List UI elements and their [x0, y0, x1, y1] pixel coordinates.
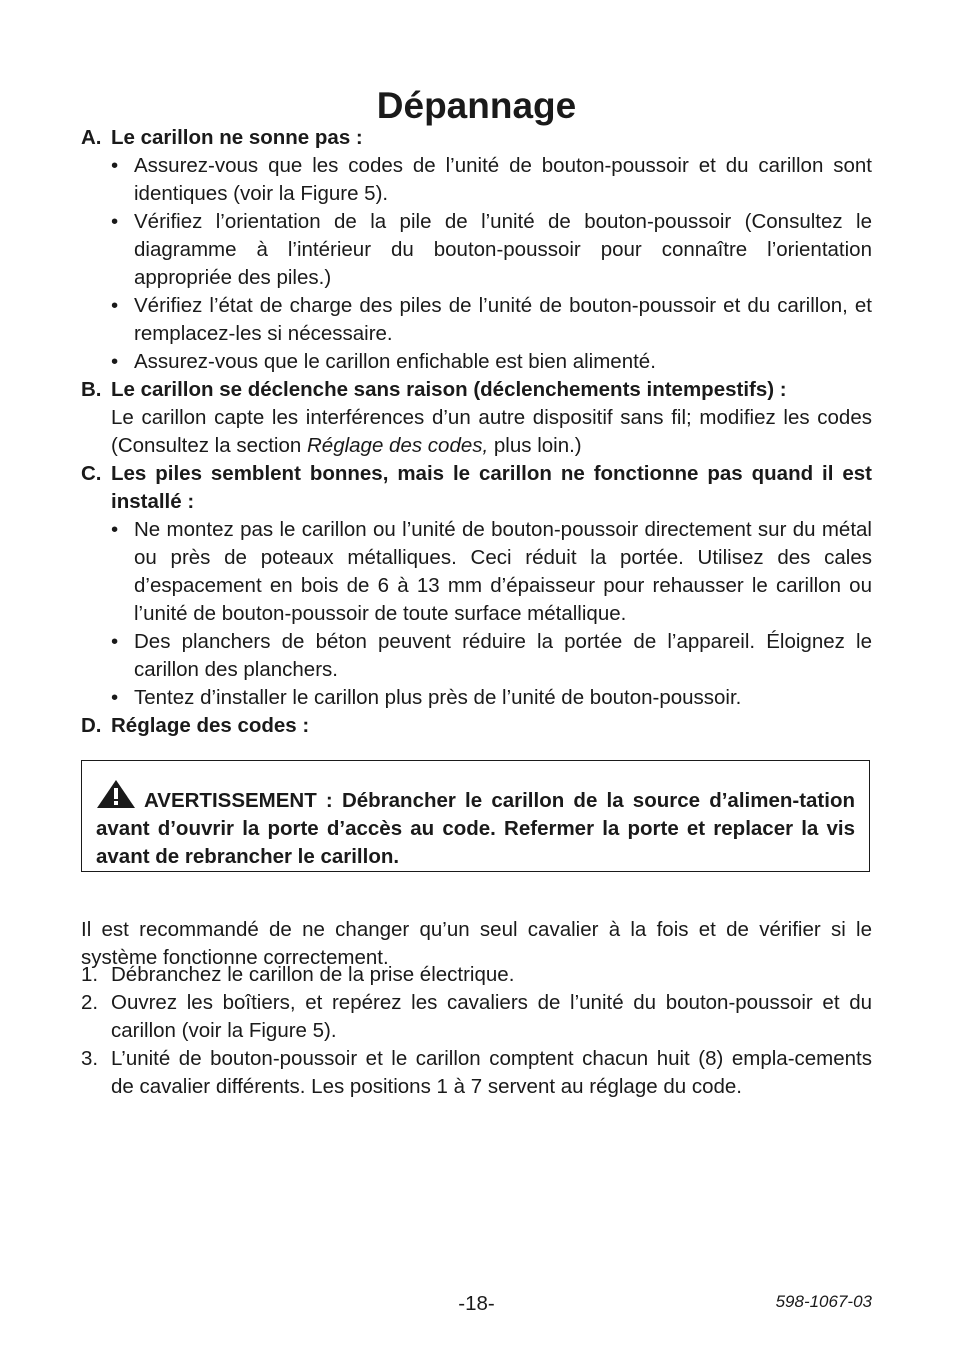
warning-triangle-icon — [96, 779, 136, 809]
list-item: • Assurez-vous que le carillon enfichable est bien alimenté. — [111, 348, 872, 376]
warning-box — [81, 760, 870, 872]
section-d-heading — [81, 712, 872, 740]
section-d-letter: D. — [81, 714, 102, 737]
bullet: • — [111, 154, 119, 177]
list-item: • Des planchers de béton peuvent réduire la portée de l’appareil. Éloignez le carillon des planchers. — [111, 628, 872, 684]
section-b-letter: B. — [81, 378, 102, 401]
document-code: 598-1067-03 — [775, 1292, 872, 1311]
section-reference: Réglage des codes, — [306, 434, 489, 457]
steps-list — [81, 961, 872, 1101]
step-number: 2. — [81, 991, 99, 1014]
bullet: • — [111, 686, 119, 709]
bullet: • — [111, 518, 119, 541]
step-text: L’unité de bouton-poussoir et le carillon comptent chacun huit (8) empla-cements de cavalier différents. Les positions 1 à 7 servent au réglage du code. — [111, 1047, 872, 1098]
list-item — [81, 1045, 872, 1101]
list-item: • Vérifiez l’orientation de la pile de l’unité de bouton-poussoir (Consultez le diagramme à l’intérieur du bouton-poussoir pour connaître l’orientation appropriée des piles.) — [111, 208, 872, 292]
section-c-title: Les piles semblent bonnes, mais le carillon ne fonctionne pas quand il est installé : — [111, 462, 872, 513]
section-a-heading — [81, 124, 872, 152]
list-item: • Tentez d’installer le carillon plus près de l’unité de bouton-poussoir. — [111, 684, 872, 712]
page-title: Dépannage — [376, 85, 577, 126]
list-item: • Ne montez pas le carillon ou l’unité de bouton-poussoir directement sur du métal ou près de poteaux métalliques. Ceci réduit la portée. Utilisez des cales d’espacement en bois de 6 à 13 mm d’épaisseur pour rehausser le carillon ou l’unité de bouton-poussoir de toute surface métallique. — [111, 516, 872, 628]
list-item: • Assurez-vous que les codes de l’unité de bouton-poussoir et du carillon sont identiques (voir la Figure 5). — [111, 152, 872, 208]
step-number: 3. — [81, 1047, 99, 1070]
bullet: • — [111, 210, 119, 233]
page-number: -18- — [458, 1292, 495, 1315]
bullet: • — [111, 350, 119, 373]
section-d-title: Réglage des codes : — [111, 714, 310, 737]
section-a-title: Le carillon ne sonne pas : — [111, 126, 363, 149]
step-text: Débranchez le carillon de la prise électrique. — [111, 963, 515, 986]
section-c-heading — [81, 460, 872, 516]
section-a-letter: A. — [81, 126, 102, 149]
troubleshooting-content — [81, 124, 872, 740]
list-item — [81, 989, 872, 1045]
list-item: • Vérifiez l’état de charge des piles de l’unité de bouton-poussoir et du carillon, et remplacez-les si nécessaire. — [111, 292, 872, 348]
warning-text: AVERTISSEMENT : Débrancher le carillon de la source d’alimen-tation avant d’ouvrir la porte d’accès au code. Refermer la porte et replacer la vis avant de rebrancher le carillon. — [96, 789, 855, 868]
bullet: • — [111, 630, 119, 653]
section-b-body: Le carillon capte les interférences d’un autre dispositif sans fil; modifiez les codes (Consultez la section Réglage des codes, plus loin.) — [111, 406, 872, 457]
section-b-title: Le carillon se déclenche sans raison (déclenchements intempestifs) : — [111, 378, 787, 401]
bullet: • — [111, 294, 119, 317]
section-a-list — [81, 152, 872, 376]
list-item — [81, 961, 872, 989]
section-c-list — [81, 516, 872, 712]
step-number: 1. — [81, 963, 99, 986]
section-b-heading — [81, 376, 872, 404]
intro-paragraph: Il est recommandé de ne changer qu’un seul cavalier à la fois et de vérifier si le système fonctionne correctement. — [81, 917, 872, 969]
section-c-letter: C. — [81, 462, 102, 485]
step-text: Ouvrez les boîtiers, et repérez les cavaliers de l’unité du bouton-poussoir et du carillon (voir la Figure 5). — [111, 991, 872, 1042]
